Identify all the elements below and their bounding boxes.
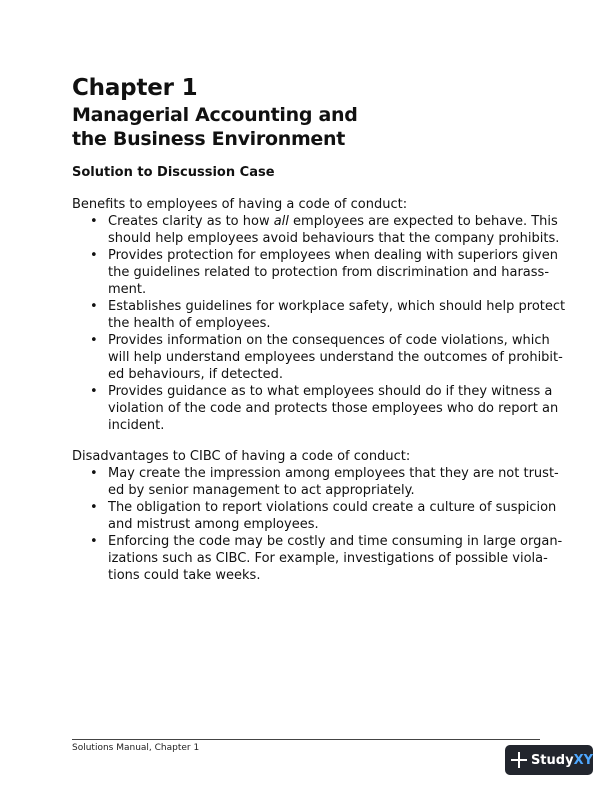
badge-label-accent: XY (573, 752, 593, 768)
chapter-title-line: Managerial Accounting and (72, 104, 358, 126)
list-item (90, 247, 558, 298)
bullet-icon: • (90, 299, 98, 314)
list-item-line: should help employees avoid behaviours that the company prohibits. (108, 231, 560, 246)
list-item-line: tions could take weeks. (108, 568, 261, 583)
list-item-line: violation of the code and protects those employees who do report an (108, 401, 559, 416)
footer-divider (72, 739, 540, 740)
list-item (90, 465, 559, 499)
list-item (90, 499, 557, 533)
list-item-line: the health of employees. (108, 316, 271, 331)
badge-label-primary: Study (530, 752, 574, 768)
list-item (90, 213, 560, 247)
disadvantages-intro: Disadvantages to CIBC of having a code of conduct: (72, 449, 411, 464)
line-emphasis: all (273, 214, 289, 229)
bullet-icon: • (90, 333, 98, 348)
bullet-icon: • (90, 248, 98, 263)
list-item-line: ed behaviours, if detected. (108, 367, 284, 382)
list-item-line: The obligation to report violations could create a culture of suspicion (108, 500, 557, 515)
list-item-line: Provides protection for employees when dealing with superiors given (108, 248, 558, 263)
studyxy-badge[interactable] (505, 745, 593, 775)
list-item-line: Establishes guidelines for workplace safety, which should help protect (108, 299, 566, 314)
chapter-title (72, 103, 358, 151)
disadvantages-section (72, 448, 563, 584)
bullet-icon: • (90, 466, 98, 481)
chapter-number: Chapter 1 (72, 75, 198, 101)
list-item-line: izations such as CIBC. For example, investigations of possible viola- (108, 551, 548, 566)
list-item-line: ment. (108, 282, 147, 297)
list-item-line: and mistrust among employees. (108, 517, 319, 532)
list-item-line (108, 213, 558, 230)
benefits-list (90, 213, 566, 434)
section-heading: Solution to Discussion Case (72, 165, 275, 180)
plus-icon (511, 752, 525, 768)
list-item-line: will help understand employees understand the outcomes of prohibit- (108, 350, 563, 365)
list-item (90, 298, 566, 332)
footer-text: Solutions Manual, Chapter 1 (72, 743, 200, 753)
list-item (90, 533, 563, 584)
list-item-line: the guidelines related to protection from discrimination and harass- (108, 265, 550, 280)
bullet-icon: • (90, 534, 98, 549)
line-text: Creates clarity as to how (108, 214, 274, 229)
list-item-line: Provides guidance as to what employees should do if they witness a (108, 384, 553, 399)
bullet-icon: • (90, 384, 98, 399)
badge-label (531, 753, 593, 768)
bullet-icon: • (90, 500, 98, 515)
list-item-line: ed by senior management to act appropriately. (108, 483, 415, 498)
line-text: employees are expected to behave. This (288, 214, 558, 229)
benefits-intro: Benefits to employees of having a code of conduct: (72, 197, 408, 212)
list-item-line: Provides information on the consequences of code violations, which (108, 333, 550, 348)
disadvantages-list (90, 465, 563, 584)
chapter-title-line: the Business Environment (72, 128, 346, 150)
list-item (90, 332, 563, 383)
list-item-line: May create the impression among employees that they are not trust- (108, 466, 559, 481)
list-item-line: incident. (108, 418, 165, 433)
list-item-line: Enforcing the code may be costly and time consuming in large organ- (108, 534, 563, 549)
list-item (90, 383, 559, 434)
bullet-icon: • (90, 214, 98, 229)
benefits-section (72, 196, 566, 434)
